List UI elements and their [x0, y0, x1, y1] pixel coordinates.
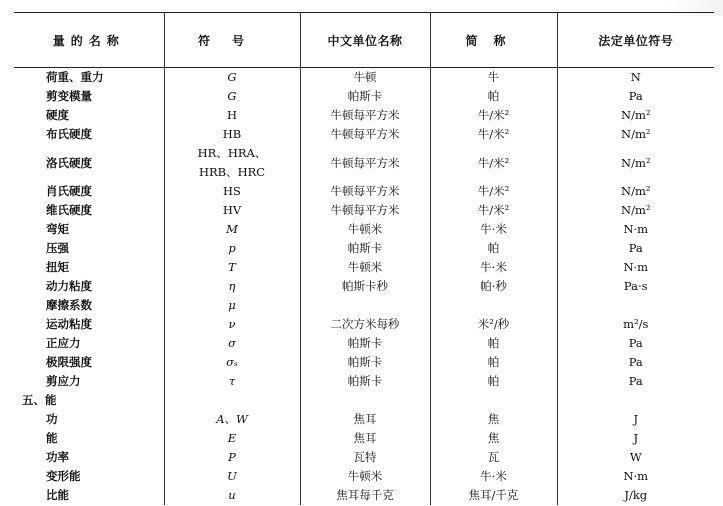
cell-quantity-name: 功率	[46, 450, 69, 464]
cell-abbreviation: 牛/米²	[430, 106, 557, 125]
cell-abbreviation: 牛/米²	[430, 125, 557, 144]
cell-legal-unit-symbol: Pa	[557, 87, 714, 106]
cell-symbol: T	[164, 258, 300, 277]
cell-legal-unit-symbol: Pa·s	[557, 277, 714, 296]
cell-cn-unit-name: 焦耳	[300, 410, 430, 429]
table-row	[14, 144, 714, 182]
cell-quantity-name: 洛氏硬度	[46, 155, 92, 170]
cell-legal-unit-symbol: N·m	[557, 467, 714, 486]
cell-legal-unit-symbol: J	[557, 410, 714, 429]
cell-abbreviation: 帕	[430, 87, 557, 106]
table-row	[14, 239, 714, 258]
cell-quantity-name: 剪变模量	[46, 89, 92, 103]
cell-quantity-name: 能	[46, 431, 58, 445]
table-row	[14, 334, 714, 353]
cell-symbol: μ	[164, 296, 300, 315]
cell-quantity-name: 肖氏硬度	[46, 184, 92, 198]
table-row	[14, 372, 714, 391]
symbol-line: HR、HRA、	[197, 146, 267, 160]
cell-abbreviation: 牛/米²	[430, 144, 557, 182]
cell-legal-unit-symbol: Pa	[557, 239, 714, 258]
cell-legal-unit-symbol: N/m²	[557, 125, 714, 144]
table-body	[14, 68, 714, 506]
cell-cn-unit-name: 牛顿米	[300, 220, 430, 239]
cell-legal-unit-symbol: N/m²	[557, 106, 714, 125]
cell-legal-unit-symbol: J	[557, 429, 714, 448]
cell-cn-unit-name: 帕斯卡	[300, 334, 430, 353]
cell-cn-unit-name: 牛顿每平方米	[300, 106, 430, 125]
cell-quantity-name: 五、能	[22, 393, 57, 407]
cell-cn-unit-name: 牛顿每平方米	[300, 144, 430, 182]
cell-quantity-name: 变形能	[46, 469, 81, 483]
cell-cn-unit-name: 牛顿每平方米	[300, 125, 430, 144]
cell-abbreviation: 牛/米²	[430, 201, 557, 220]
table-row	[14, 220, 714, 239]
cell-legal-unit-symbol: N/m²	[557, 182, 714, 201]
cell-legal-unit-symbol: Pa	[557, 353, 714, 372]
cell-cn-unit-name: 帕斯卡秒	[300, 277, 430, 296]
cell-legal-unit-symbol: Pa	[557, 334, 714, 353]
cell-abbreviation: 焦	[430, 410, 557, 429]
cell-quantity-name: 压强	[46, 241, 69, 255]
cell-legal-unit-symbol: N·m	[557, 220, 714, 239]
cell-abbreviation: 帕	[430, 239, 557, 258]
table-row	[14, 315, 714, 334]
cell-cn-unit-name: 二次方米每秒	[300, 315, 430, 334]
cell-symbol: P	[164, 448, 300, 467]
cell-abbreviation: 牛	[430, 68, 557, 88]
cell-abbreviation: 牛·米	[430, 220, 557, 239]
table-row	[14, 182, 714, 201]
cell-symbol: U	[164, 467, 300, 486]
cell-cn-unit-name: 帕斯卡	[300, 353, 430, 372]
table-row	[14, 277, 714, 296]
cell-quantity-name: 荷重、重力	[46, 70, 104, 84]
cell-legal-unit-symbol: N/m²	[557, 144, 714, 182]
cell-cn-unit-name: 牛顿每平方米	[300, 182, 430, 201]
cell-symbol: G	[164, 68, 300, 88]
units-table	[14, 12, 714, 505]
cell-quantity-name: 动力粘度	[46, 279, 92, 293]
cell-quantity-name: 维氏硬度	[46, 203, 92, 217]
table-row	[14, 106, 714, 125]
cell-cn-unit-name: 牛顿	[300, 68, 430, 88]
cell-abbreviation	[430, 391, 557, 410]
header-quantity-name: 量的名称	[14, 13, 164, 68]
table-row	[14, 353, 714, 372]
cell-cn-unit-name: 焦耳	[300, 429, 430, 448]
cell-quantity-name: 正应力	[46, 336, 81, 350]
cell-cn-unit-name: 牛顿米	[300, 467, 430, 486]
cell-symbol: τ	[164, 372, 300, 391]
table-row	[14, 410, 714, 429]
cell-quantity-name: 运动粘度	[46, 317, 92, 331]
table-row	[14, 467, 714, 486]
cell-cn-unit-name: 瓦特	[300, 448, 430, 467]
cell-symbol	[164, 144, 300, 182]
cell-cn-unit-name: 牛顿米	[300, 258, 430, 277]
cell-symbol: σ	[164, 334, 300, 353]
cell-cn-unit-name	[300, 296, 430, 315]
cell-symbol: M	[164, 220, 300, 239]
cell-quantity-name: 剪应力	[46, 374, 81, 388]
cell-legal-unit-symbol: J/kg	[557, 486, 714, 505]
cell-cn-unit-name: 焦耳每千克	[300, 486, 430, 505]
cell-quantity-name: 功	[46, 412, 58, 426]
header-symbol: 符号	[164, 13, 300, 68]
cell-cn-unit-name	[300, 391, 430, 410]
cell-symbol: A、W	[164, 410, 300, 429]
cell-abbreviation: 焦	[430, 429, 557, 448]
header-legal-unit-symbol: 法定单位符号	[557, 13, 714, 68]
cell-cn-unit-name: 帕斯卡	[300, 87, 430, 106]
symbol-line: HRB、HRC	[198, 165, 266, 179]
cell-abbreviation: 帕	[430, 372, 557, 391]
cell-legal-unit-symbol	[557, 296, 714, 315]
table-row	[14, 296, 714, 315]
table-header	[14, 13, 714, 68]
table-row	[14, 258, 714, 277]
cell-abbreviation: 牛/米²	[430, 182, 557, 201]
table-row	[14, 486, 714, 505]
cell-quantity-name: 硬度	[46, 108, 69, 122]
table-row	[14, 448, 714, 467]
table-row	[14, 201, 714, 220]
cell-abbreviation: 焦耳/千克	[430, 486, 557, 505]
cell-symbol: H	[164, 106, 300, 125]
header-cn-unit-name: 中文单位名称	[300, 13, 430, 68]
cell-symbol: ν	[164, 315, 300, 334]
table-row	[14, 87, 714, 106]
table-row	[14, 391, 714, 410]
cell-abbreviation: 帕	[430, 353, 557, 372]
cell-symbol: η	[164, 277, 300, 296]
cell-quantity-name: 布氏硬度	[46, 127, 92, 141]
cell-symbol: u	[164, 486, 300, 505]
cell-symbol: E	[164, 429, 300, 448]
cell-abbreviation: 帕	[430, 334, 557, 353]
cell-abbreviation: 米²/秒	[430, 315, 557, 334]
cell-abbreviation	[430, 296, 557, 315]
cell-symbol: p	[164, 239, 300, 258]
cell-symbol: σₛ	[164, 353, 300, 372]
cell-legal-unit-symbol: m²/s	[557, 315, 714, 334]
cell-quantity-name: 比能	[46, 488, 69, 502]
cell-symbol: HB	[164, 125, 300, 144]
cell-legal-unit-symbol	[557, 391, 714, 410]
table-row	[14, 125, 714, 144]
cell-quantity-name: 摩擦系数	[46, 298, 92, 312]
table-row	[14, 429, 714, 448]
cell-legal-unit-symbol: N·m	[557, 258, 714, 277]
cell-abbreviation: 牛·米	[430, 258, 557, 277]
cell-legal-unit-symbol: N/m²	[557, 201, 714, 220]
cell-symbol: HV	[164, 201, 300, 220]
cell-cn-unit-name: 帕斯卡	[300, 239, 430, 258]
cell-abbreviation: 帕·秒	[430, 277, 557, 296]
header-abbreviation: 简称	[430, 13, 557, 68]
cell-cn-unit-name: 帕斯卡	[300, 372, 430, 391]
cell-symbol	[164, 391, 300, 410]
header-row	[14, 13, 714, 68]
table-row	[14, 68, 714, 88]
cell-quantity-name: 弯矩	[46, 222, 69, 236]
cell-symbol: G	[164, 87, 300, 106]
cell-legal-unit-symbol: N	[557, 68, 714, 88]
cell-quantity-name: 极限强度	[46, 355, 92, 369]
cell-legal-unit-symbol: W	[557, 448, 714, 467]
cell-legal-unit-symbol: Pa	[557, 372, 714, 391]
cell-abbreviation: 瓦	[430, 448, 557, 467]
cell-abbreviation: 牛·米	[430, 467, 557, 486]
cell-cn-unit-name: 牛顿每平方米	[300, 201, 430, 220]
cell-symbol: HS	[164, 182, 300, 201]
cell-quantity-name: 扭矩	[46, 260, 69, 274]
